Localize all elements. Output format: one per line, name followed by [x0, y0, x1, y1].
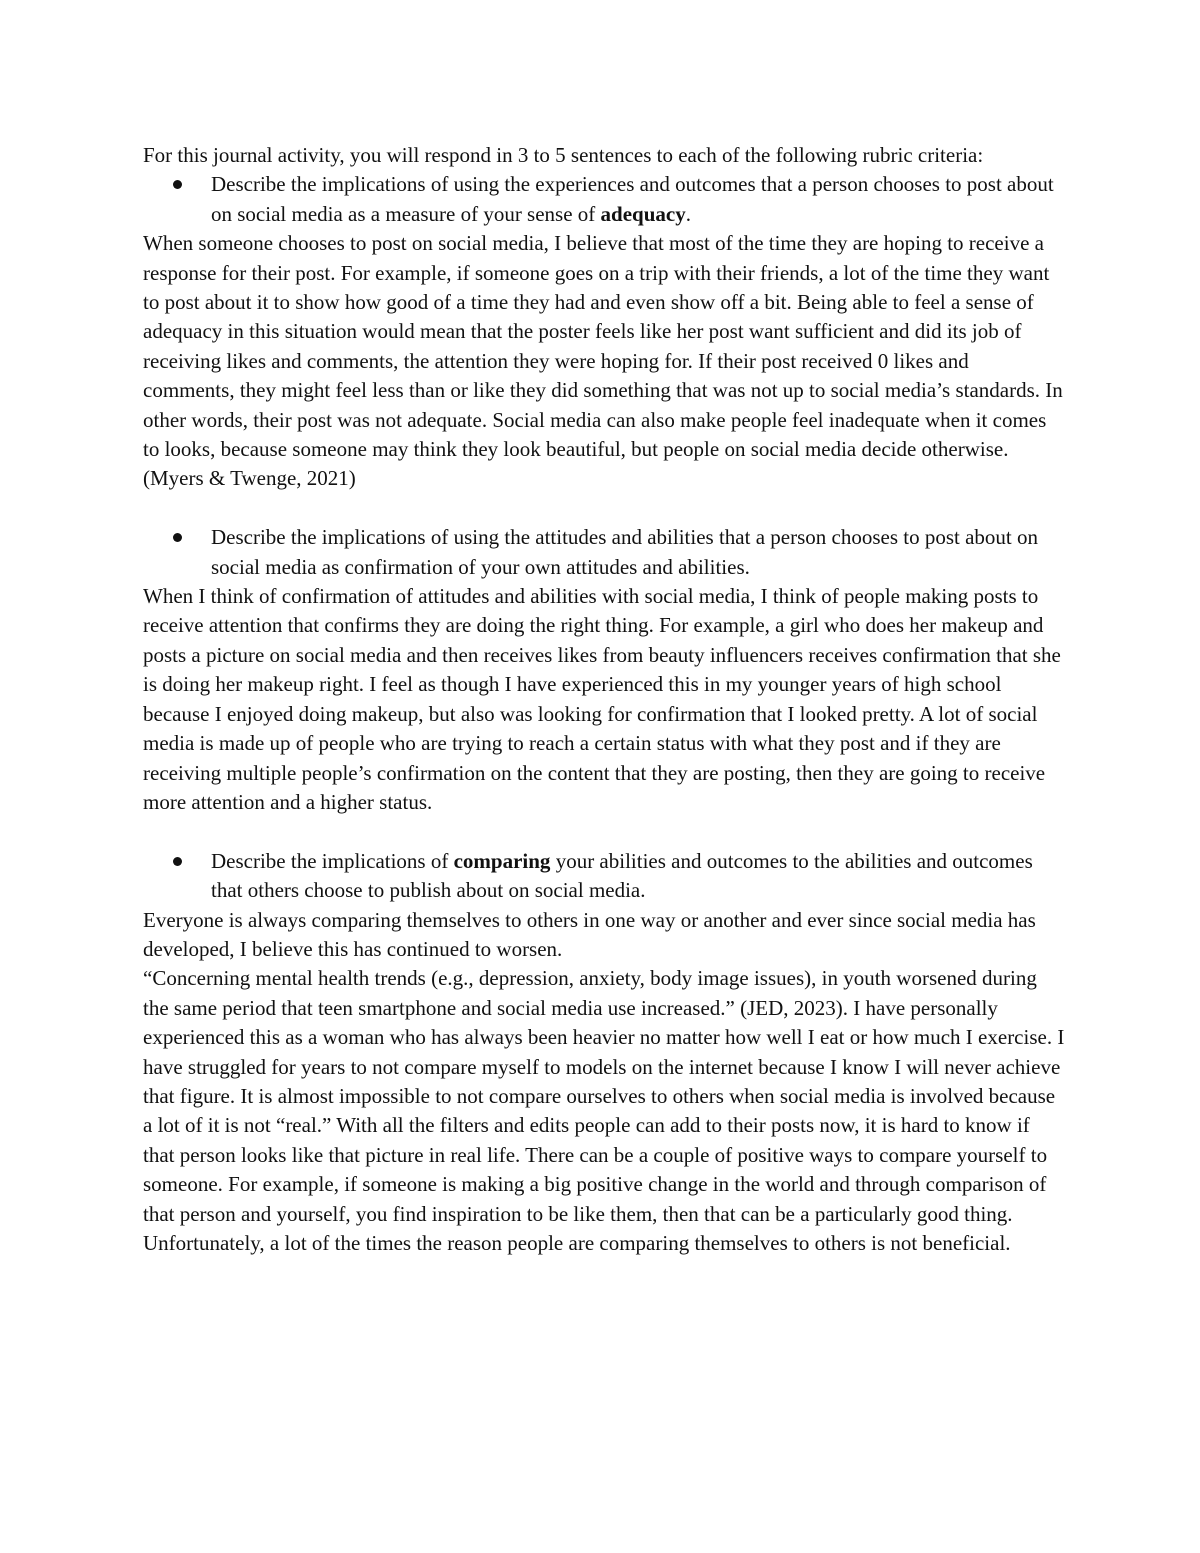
- document-body: [143, 141, 1065, 1258]
- response-2-paragraph: When I think of confirmation of attitudes and abilities with social media, I think of people making posts to receive attention that confirms they are doing the right thing. For example, a girl who does her makeup and posts a picture on social media and then receives likes from beauty influencers receives confirmation that she is doing her makeup right. I feel as though I have experienced this in my younger years of high school because I enjoyed doing makeup, but also was looking for confirmation that I looked pretty. A lot of social media is made up of people who are trying to reach a certain status with what they post and if they are receiving multiple people’s confirmation on the content that they are posting, then they are going to receive more attention and a higher status.: [143, 584, 1061, 814]
- response-3-quote-paragraph: “Concerning mental health trends (e.g., depression, anxiety, body image issues), in youth worsened during the same period that teen smartphone and social media use increased.” (JED, 2023). I have personally experienced this as a woman who has always been heavier no matter how well I eat or how much I exercise. I have struggled for years to not compare myself to models on the internet because I know I will never achieve that figure. It is almost impossible to not compare ourselves to others when social media is involved because a lot of it is not “real.” With all the filters and edits people can add to their posts now, it is hard to know if that person looks like that picture in real life. There can be a couple of positive ways to compare yourself to someone. For example, if someone is making a big positive change in the world and through comparison of that person and yourself, you find inspiration to be like them, then that can be a particularly good thing. Unfortunately, a lot of the times the reason people are comparing themselves to others is not beneficial.: [143, 966, 1065, 1255]
- response-1-paragraph: When someone chooses to post on social media, I believe that most of the time they are hoping to receive a response for their post. For example, if someone goes on a trip with their friends, a lot of the time they want to post about it to show how good of a time they had and even show off a bit. Being able to feel a sense of adequacy in this situation would mean that the poster feels like her post want sufficient and did its job of receiving likes and comments, the attention they were hoping for. If their post received 0 likes and comments, they might feel less than or like they did something that was not up to social media’s standards. In other words, their post was not adequate. Social media can also make people feel inadequate when it comes to looks, because someone may think they look beautiful, but people on social media decide otherwise. (Myers & Twenge, 2021): [143, 231, 1063, 491]
- criterion-3-text: Describe the implications of: [211, 848, 454, 873]
- criterion-1: [143, 170, 1065, 229]
- bullet-icon: [173, 857, 182, 866]
- criterion-1-text: Describe the implications of using the experiences and outcomes that a person chooses to post about on social media as a measure of your sense of: [211, 172, 1054, 226]
- paragraph-gap: [143, 817, 1065, 846]
- criterion-2: [143, 523, 1065, 582]
- bullet-icon: [173, 180, 182, 189]
- criterion-3: [143, 847, 1065, 906]
- criterion-3-bold: comparing: [453, 848, 551, 873]
- criterion-3-tail: your abilities and outcomes to the abilities and outcomes that others choose to publish about on social media.: [211, 848, 1033, 903]
- paragraph-gap: [143, 494, 1065, 523]
- criterion-2-text: Describe the implications of using the attitudes and abilities that a person chooses to post about on social media as confirmation of your own attitudes and abilities.: [211, 525, 1038, 579]
- intro-paragraph: For this journal activity, you will respond in 3 to 5 sentences to each of the following rubric criteria:: [143, 143, 984, 167]
- response-3-paragraph: Everyone is always comparing themselves to others in one way or another and ever since social media has developed, I believe this has continued to worsen.: [143, 907, 1036, 961]
- criterion-1-bold: adequacy: [600, 201, 686, 226]
- bullet-icon: [173, 533, 182, 542]
- criterion-1-tail: .: [685, 201, 691, 226]
